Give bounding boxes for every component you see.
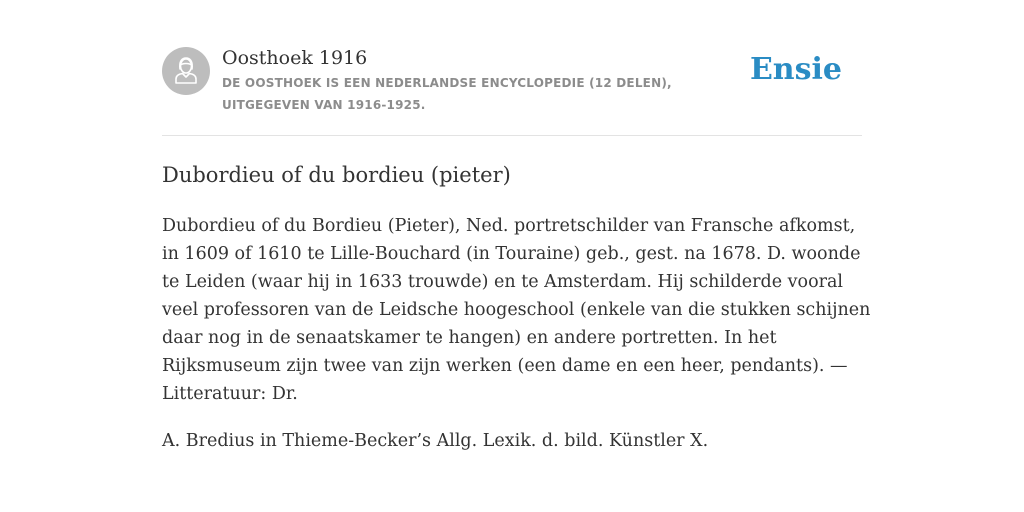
entry-paragraph: Dubordieu of du Bordieu (Pieter), Ned. portretschilder van Fransche afkomst, in 1609 of 1610 te Lille-Bouchard (in Touraine) geb., gest. na 1678. D. woonde te Leiden (waar hij in 1633 trouwde) en te Amsterdam. Hij schilderde vooral veel professoren van de Leidsche hoogeschool (enkele van die stukken schijnen daar nog in de senaatskamer te hangen) en andere portretten. In het Rijksmuseum zijn twee van zijn werken (een dame en een heer, pendants). — Litteratuur: Dr. — [162, 216, 871, 404]
user-icon — [162, 47, 210, 95]
source-header — [162, 46, 862, 136]
entry-paragraph: A. Bredius in Thieme-Becker’s Allg. Lexik. d. bild. Künstler X. — [162, 431, 709, 451]
source-title[interactable]: Oosthoek 1916 — [222, 47, 368, 69]
entry-body — [162, 212, 874, 474]
avatar[interactable] — [162, 47, 210, 95]
brand-logo[interactable]: Ensie — [749, 52, 842, 87]
header-divider — [162, 135, 862, 136]
source-description: DE OOSTHOEK IS EEN NEDERLANDSE ENCYCLOPEDIE (12 DELEN), UITGEGEVEN VAN 1916-1925. — [222, 76, 672, 112]
entry-title: Dubordieu of du bordieu (pieter) — [162, 163, 511, 187]
